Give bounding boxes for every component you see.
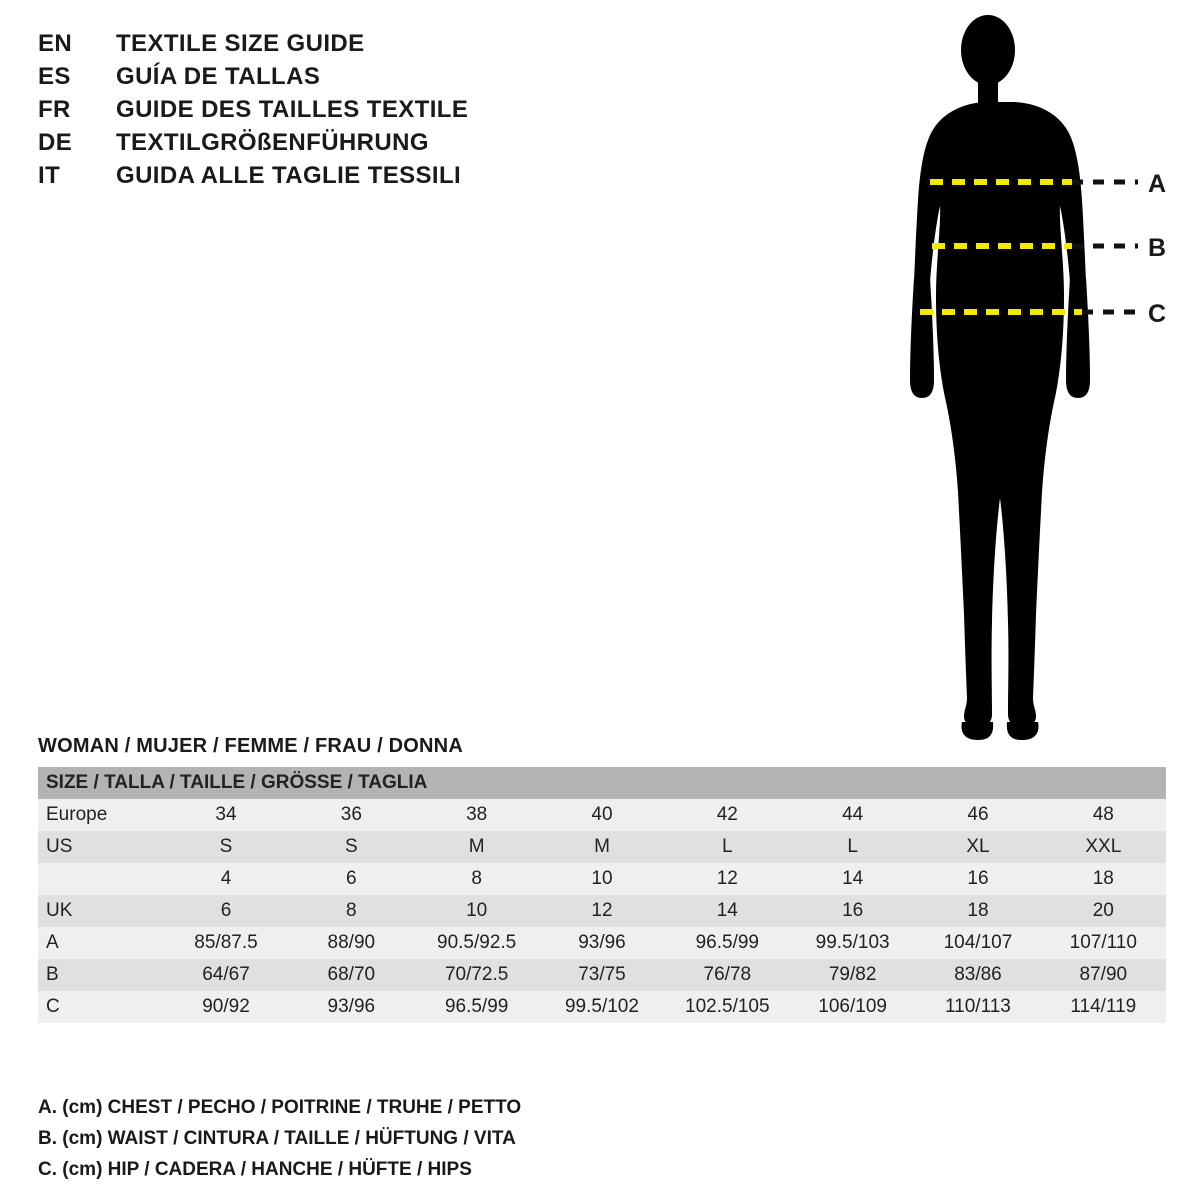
table-caption: WOMAN / MUJER / FEMME / FRAU / DONNA (38, 735, 463, 757)
title-row (38, 30, 558, 63)
table-cell: 36 (289, 799, 414, 831)
legend-item-a: A. (cm) CHEST / PECHO / POITRINE / TRUHE / PETTO (38, 1097, 522, 1118)
table-cell: 44 (790, 799, 915, 831)
table-cell: 8 (289, 895, 414, 927)
row-label: UK (38, 895, 163, 927)
table-cell: 76/78 (665, 959, 790, 991)
row-label: A (38, 927, 163, 959)
title-language-code: EN (38, 30, 73, 57)
table-row (38, 799, 1166, 831)
table-cell: 34 (163, 799, 288, 831)
table-cell: 48 (1041, 799, 1166, 831)
table-cell: 73/75 (539, 959, 664, 991)
title-language-code: IT (38, 162, 61, 189)
table-cell: 83/86 (915, 959, 1040, 991)
table-row (38, 831, 1166, 863)
table-cell: 88/90 (289, 927, 414, 959)
table-cell: 18 (915, 895, 1040, 927)
row-label: US (38, 831, 163, 863)
table-cell: 10 (414, 895, 539, 927)
table-cell: 46 (915, 799, 1040, 831)
table-cell: 96.5/99 (665, 927, 790, 959)
table-cell: 64/67 (163, 959, 288, 991)
table-cell: 96.5/99 (414, 991, 539, 1023)
measurement-legend (38, 1092, 738, 1185)
table-header-row (38, 767, 1166, 799)
measurement-marker-c: C (1148, 300, 1167, 328)
table-cell: 18 (1041, 863, 1166, 895)
size-table (38, 767, 1166, 1023)
table-cell: 70/72.5 (414, 959, 539, 991)
table-cell: 99.5/102 (539, 991, 664, 1023)
table-cell: 6 (163, 895, 288, 927)
table-row (38, 895, 1166, 927)
row-label: B (38, 959, 163, 991)
table-cell: M (414, 831, 539, 863)
row-label: Europe (38, 799, 163, 831)
table-cell: 16 (790, 895, 915, 927)
table-cell: 87/90 (1041, 959, 1166, 991)
title-language-code: ES (38, 63, 71, 90)
table-row (38, 959, 1166, 991)
female-body-silhouette-icon (860, 10, 1190, 750)
table-cell: 104/107 (915, 927, 1040, 959)
table-cell: XXL (1041, 831, 1166, 863)
table-cell: 16 (915, 863, 1040, 895)
table-cell: 8 (414, 863, 539, 895)
table-cell: S (289, 831, 414, 863)
table-cell: 6 (289, 863, 414, 895)
title-language-code: DE (38, 129, 73, 156)
table-cell: 107/110 (1041, 927, 1166, 959)
table-row (38, 863, 1166, 895)
table-cell: 20 (1041, 895, 1166, 927)
table-cell: 85/87.5 (163, 927, 288, 959)
legend-item-b: B. (cm) WAIST / CINTURA / TAILLE / HÜFTUNG / VITA (38, 1128, 516, 1149)
table-cell: 110/113 (915, 991, 1040, 1023)
size-table-section (38, 735, 1166, 1023)
table-header-label: SIZE / TALLA / TAILLE / GRÖSSE / TAGLIA (38, 767, 1166, 799)
title-language-text: GUÍA DE TALLAS (116, 63, 321, 90)
title-language-text: GUIDE DES TAILLES TEXTILE (116, 96, 469, 123)
table-cell: 12 (665, 863, 790, 895)
table-cell: 102.5/105 (665, 991, 790, 1023)
table-row (38, 991, 1166, 1023)
title-language-text: TEXTILE SIZE GUIDE (116, 30, 365, 57)
table-cell: 114/119 (1041, 991, 1166, 1023)
table-cell: XL (915, 831, 1040, 863)
table-cell: 40 (539, 799, 664, 831)
table-cell: 14 (665, 895, 790, 927)
table-cell: 14 (790, 863, 915, 895)
title-row (38, 129, 558, 162)
table-cell: 12 (539, 895, 664, 927)
table-cell: 93/96 (289, 991, 414, 1023)
table-cell: 90/92 (163, 991, 288, 1023)
measurement-marker-b: B (1148, 234, 1167, 262)
title-language-text: TEXTILGRÖßENFÜHRUNG (116, 129, 429, 156)
table-cell: 106/109 (790, 991, 915, 1023)
title-language-text: GUIDA ALLE TAGLIE TESSILI (116, 162, 462, 189)
table-cell: L (790, 831, 915, 863)
legend-item-c: C. (cm) HIP / CADERA / HANCHE / HÜFTE / HIPS (38, 1159, 472, 1180)
table-cell: 93/96 (539, 927, 664, 959)
table-cell: 99.5/103 (790, 927, 915, 959)
measurement-marker-a: A (1148, 170, 1167, 198)
table-cell: 79/82 (790, 959, 915, 991)
title-row (38, 96, 558, 129)
table-cell: 68/70 (289, 959, 414, 991)
row-label: C (38, 991, 163, 1023)
table-cell: 38 (414, 799, 539, 831)
table-row (38, 927, 1166, 959)
body-measurement-figure (860, 10, 1190, 750)
title-row (38, 63, 558, 96)
table-cell: 90.5/92.5 (414, 927, 539, 959)
table-cell: 4 (163, 863, 288, 895)
table-cell: M (539, 831, 664, 863)
table-cell: L (665, 831, 790, 863)
size-guide-title-block (38, 30, 558, 195)
table-cell: S (163, 831, 288, 863)
title-row (38, 162, 558, 195)
table-cell: 42 (665, 799, 790, 831)
title-language-code: FR (38, 96, 71, 123)
table-cell: 10 (539, 863, 664, 895)
row-label (38, 863, 163, 895)
